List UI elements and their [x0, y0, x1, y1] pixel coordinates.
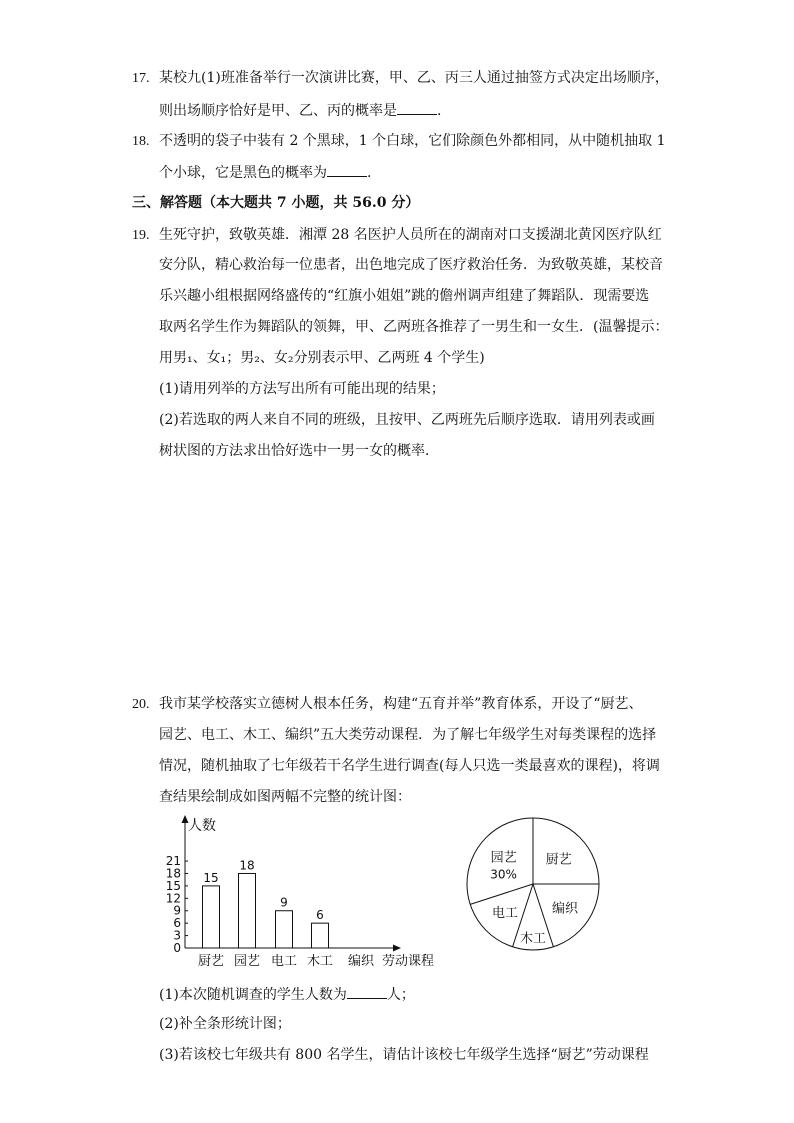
- x-tick-label: 园艺: [233, 954, 261, 969]
- pie-slice-label: 木工: [519, 931, 547, 947]
- q18-line1: [132, 131, 666, 152]
- q18-answer-blank[interactable]: [327, 162, 367, 177]
- y-tick-label: 3: [173, 928, 181, 943]
- q17-answer-blank[interactable]: [397, 100, 437, 115]
- q17-line2: [159, 100, 441, 121]
- pie-slice-label: 厨艺: [545, 852, 572, 868]
- q19-sub2-line1: (2)若选取的两人来自不同的班级，且按甲、乙两班先后顺序选取．请用列表或画: [159, 412, 655, 428]
- q20-sub2: (2)补全条形统计图；: [159, 1016, 291, 1032]
- q20-sub3: (3)若该校七年级共有 800 名学生，请估计该校七年级学生选择“厨艺”劳动课程: [159, 1047, 649, 1063]
- q19-sub2-line2: 树状图的方法求出恰好选中一男一女的概率．: [159, 443, 439, 459]
- bar-data-label: 18: [239, 858, 255, 873]
- x-tick-label: 编织: [347, 954, 375, 969]
- q17-text-line2: 则出场顺序恰好是甲、乙、丙的概率是: [159, 103, 397, 119]
- q20-number-label: 20.: [132, 697, 150, 712]
- q20-line-2: 情况，随机抽取了七年级若干名学生进行调查(每人只选一类最喜欢的课程)，将调: [159, 758, 660, 774]
- q20-number: [132, 694, 159, 715]
- q19-line-0: 生死守护，致敬英雄．湘潭 28 名医护人员所在的湖南对口支援湖北黄冈医疗队红: [159, 227, 662, 243]
- y-tick-label: 18: [165, 866, 181, 881]
- bar-chart: [155, 812, 455, 972]
- q20-sub1-unit: 人；: [386, 987, 415, 1003]
- x-axis-arrow: [393, 945, 401, 952]
- q19-line-1: 安分队，精心救治每一位患者，出色地完成了医疗救治任务．为致敬英雄，某校音: [159, 257, 663, 273]
- x-axis-label: 劳动课程: [382, 954, 435, 969]
- y-axis-label: 人数: [188, 818, 216, 834]
- q20-line-0: 我市某学校落实立德树人根本任务，构建“五育并举”教育体系，开设了“厨艺、: [159, 696, 643, 712]
- q20-sub1: [159, 984, 415, 1005]
- q20-line-1: 园艺、电工、木工、编织”五大类劳动课程．为了解七年级学生对每类课程的选择: [159, 727, 657, 743]
- q19-line-4: 用男₁、女₁；男₂、女₂分别表示甲、乙两班 4 个学生): [159, 350, 485, 366]
- x-tick-label: 电工: [270, 954, 298, 969]
- bar-data-label: 15: [203, 870, 219, 885]
- y-tick-label: 9: [173, 903, 181, 918]
- y-tick-label: 15: [165, 878, 181, 893]
- y-tick-label: 12: [165, 891, 181, 906]
- q19-number: [132, 225, 159, 246]
- q19-sub1: (1)请用列举的方法写出所有可能出现的结果；: [159, 381, 445, 397]
- q17-line1: [132, 68, 669, 89]
- bar: [276, 911, 293, 948]
- q20-sub1-answer-blank[interactable]: [347, 984, 387, 999]
- y-tick-label: 6: [173, 916, 181, 931]
- y-tick-label: 0: [173, 941, 181, 955]
- q19-number-label: 19.: [132, 228, 150, 243]
- q18-line2: [159, 162, 371, 183]
- q19-line-3: 取两名学生作为舞蹈队的领舞，甲、乙两班各推荐了一男生和一女生．(温馨提示：: [159, 319, 669, 335]
- pie-chart: [460, 812, 610, 962]
- q18-text-line2: 个小球，它是黑色的概率为: [159, 165, 327, 181]
- bar: [239, 873, 256, 948]
- q18-period: .: [367, 165, 372, 181]
- y-tick-label: 21: [165, 854, 181, 869]
- q17-text-line1: 某校九(1)班准备举行一次演讲比赛，甲、乙、丙三人通过抽签方式决定出场顺序，: [159, 70, 669, 86]
- q18-text-line1: 不透明的袋子中装有 2 个黑球，1 个白球，它们除颜色外都相同，从中随机抽取 1: [159, 133, 666, 149]
- q18-number: 18.: [132, 134, 150, 149]
- pie-slice-percent: 30%: [490, 867, 517, 882]
- bar: [203, 886, 220, 948]
- pie-slice-label: 编织: [552, 901, 579, 917]
- x-tick-label: 厨艺: [197, 954, 225, 969]
- q19-line-2: 乐兴趣小组根据网络盛传的“红旗小姐姐”跳的儋州调声组建了舞蹈队．现需要选: [159, 288, 650, 304]
- q20-sub1-text: (1)本次随机调查的学生人数为: [159, 987, 347, 1003]
- q20-line-3: 查结果绘制成如图两幅不完整的统计图：: [159, 789, 411, 805]
- bar: [312, 923, 329, 948]
- bar-data-label: 9: [280, 895, 288, 910]
- q17-period: .: [437, 103, 442, 119]
- q17-number: 17.: [132, 71, 150, 86]
- pie-slice-label: 园艺: [490, 850, 517, 866]
- section-3-heading: 三、解答题（本大题共 7 小题，共 56.0 分）: [132, 195, 420, 211]
- pie-slice-label: 电工: [491, 906, 519, 922]
- x-tick-label: 木工: [306, 954, 334, 969]
- bar-data-label: 6: [316, 908, 324, 923]
